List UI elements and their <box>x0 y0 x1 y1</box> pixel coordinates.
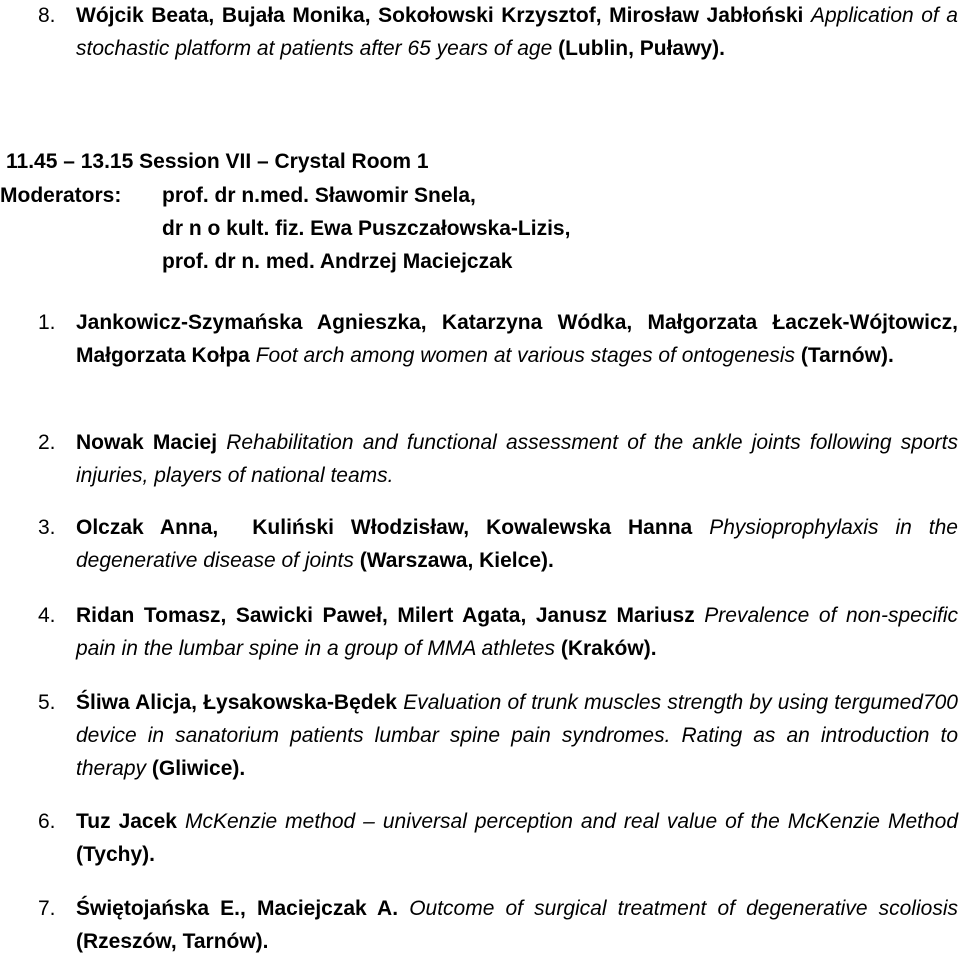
item-place: (Tychy). <box>76 843 155 866</box>
item-text <box>76 686 958 785</box>
item-text <box>76 0 958 65</box>
item-authors: Ridan Tomasz, Sawicki Paweł, Milert Agata, Janusz Mariusz <box>76 604 695 627</box>
item-place: (Gliwice). <box>151 757 246 780</box>
item-title: McKenzie method – universal perception and real value of the McKenzie Method <box>184 810 958 833</box>
item-authors: Tuz Jacek <box>76 810 177 833</box>
list-item <box>0 599 958 665</box>
item-authors: Olczak Anna, Kuliński Włodzisław, Kowalewska Hanna <box>76 516 693 539</box>
item-place: (Kraków). <box>560 637 657 660</box>
moderators-label: Moderators: <box>0 184 122 207</box>
session-heading: 11.45 – 13.15 Session VII – Crystal Room 1 <box>6 150 429 173</box>
item-title: Outcome of surgical treatment of degenerative scoliosis <box>409 897 958 920</box>
item-title: Prevalence of non-specific pain in the lumbar spine in a group of MMA athletes <box>76 604 958 660</box>
item-number: 5. <box>38 691 56 714</box>
list-item <box>0 426 958 492</box>
item-title: Foot arch among women at various stages of ontogenesis <box>255 344 796 367</box>
item-text <box>76 892 958 958</box>
item-text <box>76 805 958 871</box>
list-item <box>0 306 958 372</box>
list-item <box>0 805 958 871</box>
item-authors: Świętojańska E., Maciejczak A. <box>76 897 399 920</box>
item-number: 6. <box>38 810 56 833</box>
item-authors: Wójcik Beata, Bujała Monika, Sokołowski Krzysztof, Mirosław Jabłoński <box>76 4 804 27</box>
moderator-1: prof. dr n.med. Sławomir Snela, <box>162 184 476 207</box>
item-number: 7. <box>38 897 56 920</box>
item-title: Application of a stochastic platform at patients after 65 years of age <box>76 4 958 60</box>
item-number: 1. <box>38 311 56 334</box>
item-text <box>76 306 958 372</box>
item-place: (Tarnów). <box>800 344 894 367</box>
item-place: (Lublin, Puławy). <box>558 37 725 60</box>
item-number: 4. <box>38 604 56 627</box>
list-item <box>0 892 958 958</box>
item-text <box>76 511 958 577</box>
item-authors: Jankowicz-Szymańska Agnieszka, Katarzyna Wódka, Małgorzata Łaczek-Wójtowicz, Małgorzata Kołpa <box>76 311 958 367</box>
moderator-3: prof. dr n. med. Andrzej Maciejczak <box>162 250 513 273</box>
list-item <box>0 0 958 65</box>
item-number: 2. <box>38 431 56 454</box>
item-text <box>76 599 958 665</box>
item-number: 3. <box>38 516 56 539</box>
item-title: Rehabilitation and functional assessment of the ankle joints following sports injuries, players of national teams. <box>76 431 958 487</box>
item-place: (Rzeszów, Tarnów). <box>76 930 269 953</box>
item-authors: Śliwa Alicja, Łysakowska-Będek <box>76 691 397 714</box>
list-item <box>0 686 958 785</box>
item-title: Physioprophylaxis in the degenerative disease of joints <box>76 516 958 572</box>
item-authors: Nowak Maciej <box>76 431 218 454</box>
item-place: (Warszawa, Kielce). <box>359 549 554 572</box>
moderator-2: dr n o kult. fiz. Ewa Puszczałowska-Lizis, <box>162 217 571 240</box>
list-item <box>0 511 958 577</box>
item-number: 8. <box>38 4 56 27</box>
item-title: Evaluation of trunk muscles strength by using tergumed700 device in sanatorium patients lumbar spine pain syndromes. Rating as an introduction to therapy <box>76 691 958 780</box>
item-text <box>76 426 958 492</box>
